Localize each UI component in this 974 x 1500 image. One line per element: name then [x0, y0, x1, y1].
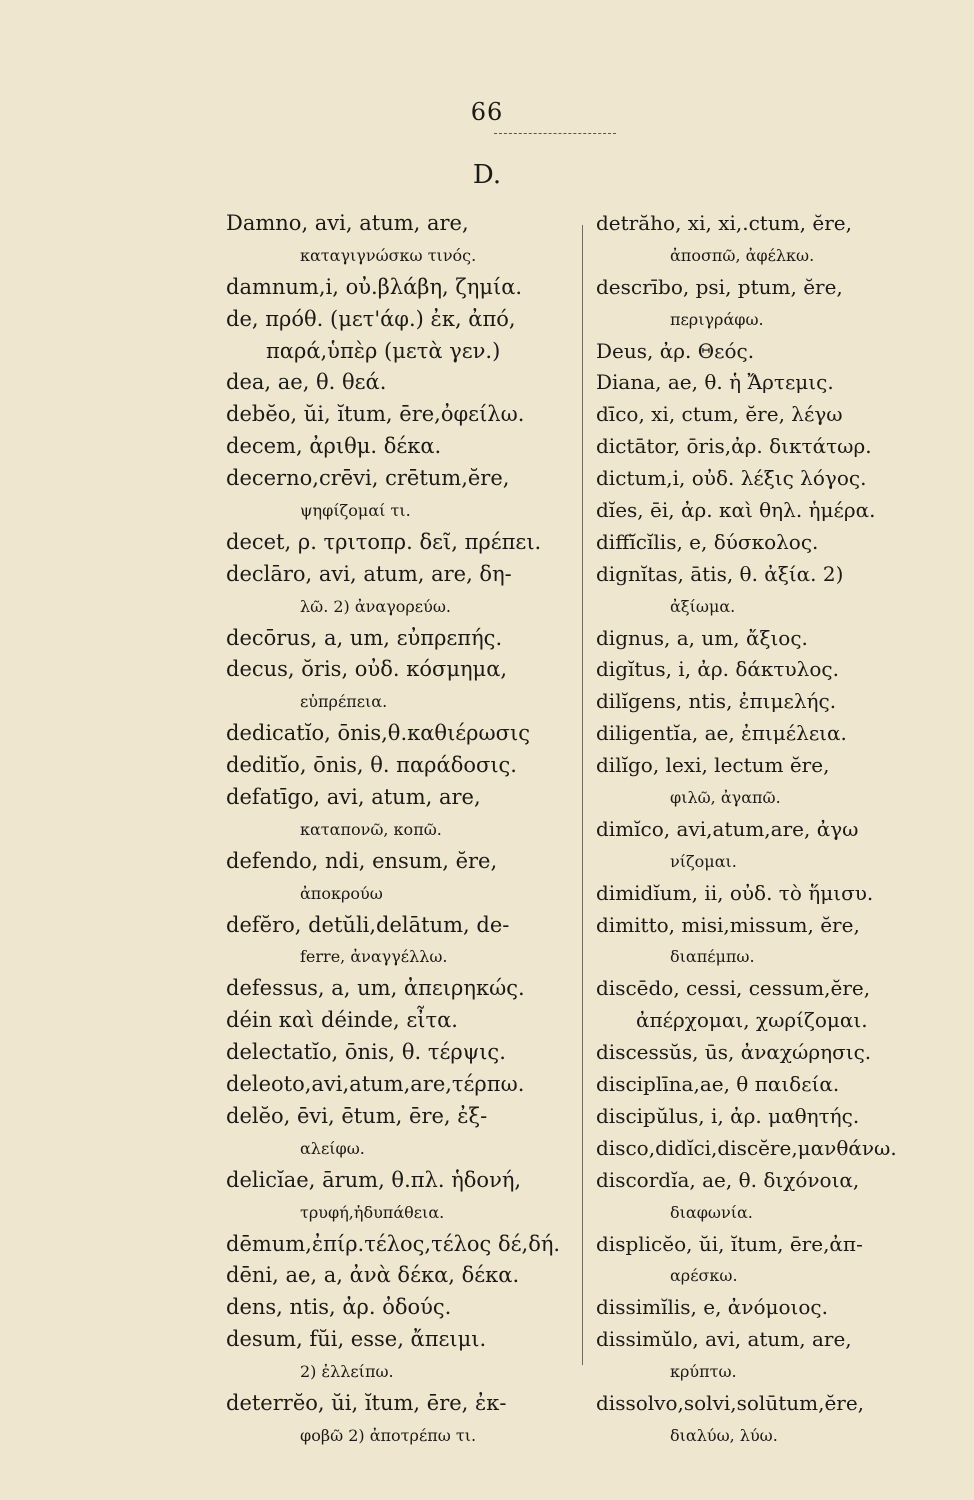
- entry-continuation-line: ἀποσπῶ, ἀφέλκω.: [670, 245, 815, 265]
- dictionary-entry: [226, 1165, 572, 1229]
- entry-headword-line: discordĭa, ae, θ. διχόνοια,: [596, 1167, 860, 1192]
- entry-headword-line: dens, ntis, ἀρ. ὀδούς.: [226, 1295, 452, 1320]
- entry-continuation-line: εὐπρέπεια.: [300, 692, 388, 712]
- entry-headword-line: dea, ae, θ. θεά.: [226, 370, 387, 395]
- dictionary-entry: [596, 973, 948, 1037]
- page-number: 66: [470, 98, 504, 126]
- entry-continuation-line: λῶ. 2) ἀναγορεύω.: [300, 596, 451, 616]
- entry-headword-line: Deus, ἀρ. Θεός.: [596, 338, 755, 363]
- dictionary-entry: [226, 399, 572, 431]
- dictionary-entry: [596, 527, 948, 559]
- entry-headword-line: deditĭo, ōnis, θ. παράδοσις.: [226, 753, 517, 778]
- entry-headword-line: desum, fŭi, esse, ἄπειμι.: [226, 1327, 487, 1352]
- entry-continuation-line: ferre, ἀναγγέλλω.: [300, 947, 448, 967]
- entry-headword-line: displicĕo, ŭi, ĭtum, ēre,ἀπ-: [596, 1231, 863, 1256]
- dictionary-entry: [596, 463, 948, 495]
- entry-headword-line: defatīgo, avi, atum, are,: [226, 785, 481, 810]
- entry-headword-line: defessus, a, um, ἀπειρηκώς.: [226, 976, 525, 1001]
- entry-continuation-line: ἀπέρχομαι, χωρίζομαι.: [636, 1008, 868, 1033]
- entry-continuation-line: παρά,ὑπὲρ (μετὰ γεν.): [266, 338, 501, 363]
- dictionary-entry: [226, 1069, 572, 1101]
- entry-headword-line: dilĭgens, ntis, ἐπιμελής.: [596, 689, 837, 714]
- entry-continuation-line: διαλύω, λύω.: [670, 1425, 778, 1445]
- entry-continuation-line: καταγιγνώσκω τινός.: [300, 245, 477, 265]
- dictionary-entry: [226, 1260, 572, 1292]
- entry-headword-line: defendo, ndi, ensum, ĕre,: [226, 848, 498, 873]
- header-rule: [494, 133, 616, 134]
- entry-headword-line: Damno, avi, atum, are,: [226, 211, 469, 235]
- entry-headword-line: dissimŭlo, avi, atum, are,: [596, 1327, 852, 1352]
- dictionary-entry: [226, 750, 572, 782]
- dictionary-entry: [226, 304, 572, 368]
- entry-headword-line: dictātor, ōris,ἀρ. δικτάτωρ.: [596, 434, 872, 459]
- entry-headword-line: dignĭtas, ātis, θ. ἀξία. 2): [596, 561, 844, 586]
- dictionary-entry: [596, 750, 948, 814]
- dictionary-entry: [596, 431, 948, 463]
- entry-headword-line: disciplīna,ae, θ παιδεία.: [596, 1072, 840, 1097]
- entry-continuation-line: περιγράφω.: [670, 309, 764, 329]
- dictionary-entry: [596, 1388, 948, 1452]
- dictionary-entry: [596, 1069, 948, 1101]
- dictionary-entry: [226, 1005, 572, 1037]
- entry-headword-line: detrăho, xi, xi,.ctum, ĕre,: [596, 211, 852, 235]
- entry-headword-line: dīco, xi, ctum, ĕre, λέγω: [596, 402, 843, 427]
- entry-headword-line: decerno,crēvi, crētum,ĕre,: [226, 466, 510, 491]
- entry-headword-line: descrībo, psi, ptum, ĕre,: [596, 274, 843, 299]
- dictionary-entry: [596, 686, 948, 718]
- entry-headword-line: decus, ŏris, οὐδ. κόσμημα,: [226, 657, 508, 682]
- dictionary-entry: [226, 910, 572, 974]
- dictionary-entry: [596, 1165, 948, 1229]
- dictionary-entry: [596, 399, 948, 431]
- dictionary-entry: [226, 559, 572, 623]
- dictionary-entry: [226, 782, 572, 846]
- entry-headword-line: damnum,i, οὐ.βλάβη, ζημία.: [226, 274, 523, 299]
- dictionary-entry: [226, 846, 572, 910]
- dictionary-entry: [596, 336, 948, 368]
- dictionary-entry: [596, 814, 948, 878]
- entry-headword-line: dissolvo,solvi,solūtum,ĕre,: [596, 1390, 865, 1415]
- entry-headword-line: dĭes, ēi, ἀρ. καὶ θηλ. ἡμέρα.: [596, 498, 876, 523]
- dictionary-entry: [596, 495, 948, 527]
- entry-continuation-line: καταπονῶ, κοπῶ.: [300, 819, 442, 839]
- entry-headword-line: dissimĭlis, e, ἀνόμοιος.: [596, 1295, 828, 1320]
- entry-headword-line: discēdo, cessi, cessum,ĕre,: [596, 976, 871, 1001]
- left-column: [226, 208, 572, 1452]
- dictionary-entry: [226, 367, 572, 399]
- dictionary-entry: [226, 973, 572, 1005]
- dictionary-entry: [596, 1133, 948, 1165]
- entry-continuation-line: κρύπτω.: [670, 1362, 737, 1382]
- dictionary-entry: [596, 623, 948, 655]
- dictionary-entry: [596, 910, 948, 974]
- entry-headword-line: discipŭlus, i, ἀρ. μαθητής.: [596, 1103, 860, 1128]
- entry-headword-line: dilĭgo, lexi, lectum ĕre,: [596, 753, 830, 778]
- entry-headword-line: de, πρόθ. (μετ'άφ.) ἐκ, ἀπό,: [226, 306, 516, 331]
- entry-headword-line: debĕo, ŭi, ĭtum, ēre,ὀφείλω.: [226, 402, 525, 427]
- dictionary-entry: [596, 878, 948, 910]
- dictionary-entry: [226, 718, 572, 750]
- entry-continuation-line: ἀξίωμα.: [670, 596, 736, 616]
- entry-continuation-line: ἀποκρούω: [300, 883, 383, 903]
- dictionary-entry: [596, 1292, 948, 1324]
- entry-headword-line: diligentĭa, ae, ἐπιμέλεια.: [596, 721, 847, 746]
- dictionary-entry: [596, 1101, 948, 1133]
- entry-headword-line: delĕo, ēvi, ētum, ēre, ἐξ-: [226, 1103, 488, 1128]
- dictionary-entry: [596, 272, 948, 336]
- entry-headword-line: déin καὶ déinde, εἶτα.: [226, 1008, 458, 1033]
- dictionary-entry: [596, 718, 948, 750]
- entry-headword-line: deleoto,avi,atum,are,τέρπω.: [226, 1072, 525, 1097]
- entry-headword-line: dēni, ae, a, ἀνὰ δέκα, δέκα.: [226, 1263, 520, 1288]
- column-divider: [582, 225, 583, 1365]
- entry-headword-line: dedicatĭo, ōnis,θ.καθιέρωσις: [226, 721, 530, 746]
- entry-headword-line: deterrĕo, ŭi, ĭtum, ēre, ἐκ-: [226, 1390, 507, 1415]
- entry-continuation-line: τρυφή,ἡδυπάθεια.: [300, 1202, 445, 1222]
- entry-headword-line: declāro, avi, atum, are, δη-: [226, 561, 512, 586]
- entry-headword-line: decōrus, a, um, εὐπρεπής.: [226, 625, 503, 650]
- dictionary-entry: [596, 1324, 948, 1388]
- dictionary-entry: [226, 1229, 572, 1261]
- dictionary-entry: [596, 559, 948, 623]
- dictionary-entry: [226, 654, 572, 718]
- entry-headword-line: dēmum,ἐπίρ.τέλος,τέλος δέ,δή.: [226, 1231, 561, 1256]
- entry-headword-line: decet, ρ. τριτοπρ. δεῖ, πρέπει.: [226, 529, 542, 554]
- entry-headword-line: dimidĭum, ii, οὐδ. τὸ ἥμισυ.: [596, 880, 874, 905]
- entry-headword-line: dimitto, misi,missum, ĕre,: [596, 912, 860, 937]
- dictionary-entry: [226, 1292, 572, 1324]
- entry-headword-line: disco,didĭci,discĕre,μανθάνω.: [596, 1135, 897, 1160]
- dictionary-entry: [226, 463, 572, 527]
- entry-continuation-line: αλείφω.: [300, 1138, 365, 1158]
- dictionary-entry: [226, 527, 572, 559]
- entry-headword-line: diffĭcĭlis, e, δύσκολος.: [596, 529, 819, 554]
- entry-continuation-line: αρέσκω.: [670, 1266, 738, 1286]
- entry-headword-line: delicĭae, ārum, θ.πλ. ἡδονή,: [226, 1167, 522, 1192]
- dictionary-entry: [596, 1229, 948, 1293]
- dictionary-entry: [226, 623, 572, 655]
- right-column: [596, 208, 948, 1452]
- dictionary-entry: [226, 208, 572, 272]
- entry-continuation-line: ψηφίζομαί τι.: [300, 501, 411, 521]
- dictionary-entry: [226, 1388, 572, 1452]
- section-letter: D.: [472, 160, 502, 190]
- dictionary-entry: [226, 272, 572, 304]
- dictionary-entry: [226, 1324, 572, 1388]
- entry-headword-line: dimĭco, avi,atum,are, ἀγω: [596, 816, 859, 841]
- entry-headword-line: decem, ἀριθμ. δέκα.: [226, 434, 442, 459]
- dictionary-entry: [596, 1037, 948, 1069]
- entry-headword-line: delectatĭo, ōnis, θ. τέρψις.: [226, 1040, 506, 1065]
- dictionary-entry: [226, 431, 572, 463]
- dictionary-entry: [226, 1101, 572, 1165]
- entry-continuation-line: διαφωνία.: [670, 1202, 753, 1222]
- entry-continuation-line: διαπέμπω.: [670, 947, 755, 967]
- entry-headword-line: dictum,i, οὐδ. λέξις λόγος.: [596, 466, 867, 491]
- entry-headword-line: discessŭs, ūs, ἀναχώρησις.: [596, 1040, 872, 1065]
- dictionary-entry: [226, 1037, 572, 1069]
- dictionary-entry: [596, 367, 948, 399]
- dictionary-entry: [596, 654, 948, 686]
- entry-continuation-line: 2) ἐλλείπω.: [300, 1362, 394, 1382]
- entry-headword-line: Diana, ae, θ. ἡ Ἄρτεμις.: [596, 370, 834, 395]
- entry-headword-line: digĭtus, i, ἀρ. δάκτυλος.: [596, 657, 839, 682]
- entry-headword-line: dignus, a, um, ἄξιος.: [596, 625, 808, 650]
- entry-headword-line: defĕro, detŭli,delātum, de-: [226, 912, 510, 937]
- entry-continuation-line: φοβῶ 2) ἀποτρέπω τι.: [300, 1425, 477, 1445]
- entry-continuation-line: φιλῶ, ἀγαπῶ.: [670, 788, 781, 808]
- dictionary-entry: [596, 208, 948, 272]
- entry-continuation-line: νίζομαι.: [670, 851, 737, 871]
